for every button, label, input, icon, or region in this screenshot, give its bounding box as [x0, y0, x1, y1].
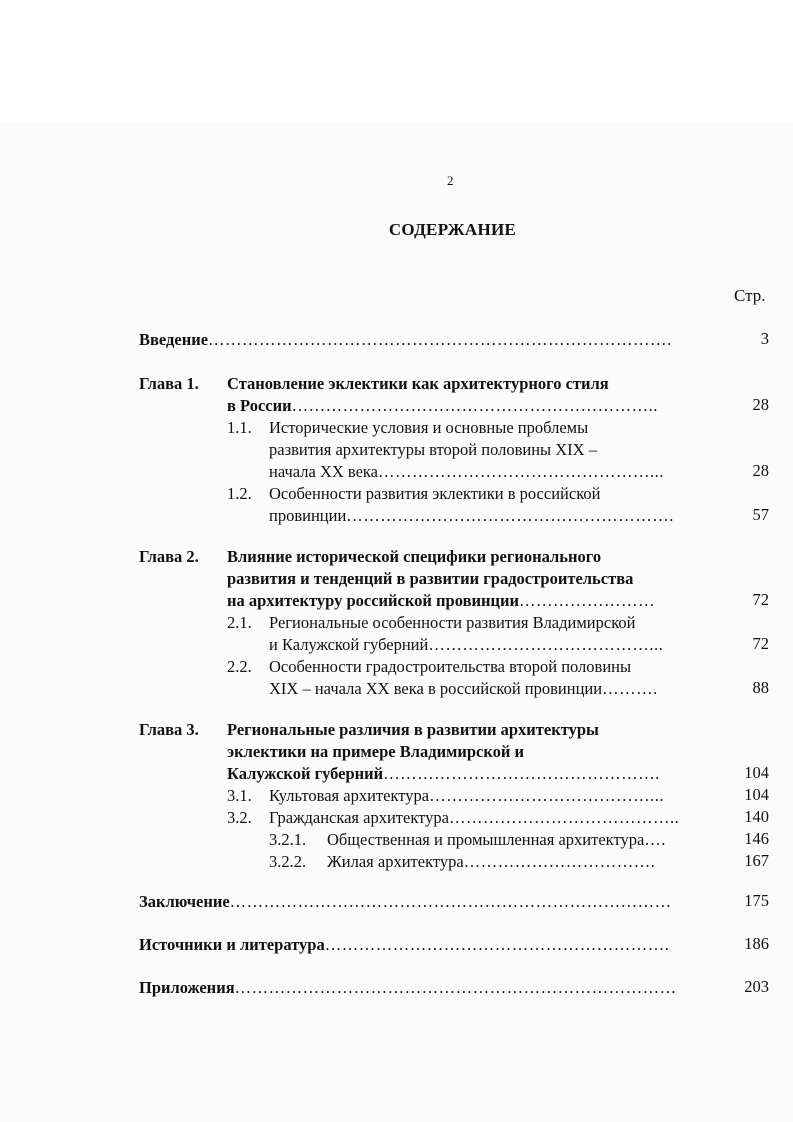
chapter-3-title-line-2[interactable]: эклектики на примере Владимирской и: [227, 742, 525, 761]
section-2-2-title-line-1[interactable]: Особенности градостроительства второй половины: [269, 657, 632, 676]
chapter-3-label: Глава 3.: [139, 720, 199, 739]
section-1-1-number: 1.1.: [227, 418, 252, 437]
toc-leader: ………………………………………………………..: [291, 396, 658, 415]
chapter-2-title-line-1[interactable]: Влияние исторической специфики регионального: [227, 547, 602, 566]
section-1-2-title-line-1[interactable]: Особенности развития эклектики в российской: [269, 484, 601, 503]
toc-leader: ……….: [602, 679, 658, 698]
section-3-2-title[interactable]: Гражданская архитектура…………………………………..: [269, 808, 680, 827]
toc-leader: ……………………………………………………………………: [234, 978, 677, 997]
toc-leader: …………………………………...: [428, 635, 664, 654]
scan-margin: [0, 0, 793, 122]
chapter-2-title-line-2[interactable]: развития и тенденций в развитии градостроительства: [227, 569, 634, 588]
chapter-3-title-line-3[interactable]: Калужской губерний………………………………………….: [227, 764, 660, 783]
page-number: 2: [447, 173, 454, 188]
chapter-1-title-line-1[interactable]: Становление эклектики как архитектурного стиля: [227, 374, 609, 393]
toc-leader: …………………………………...: [429, 786, 664, 805]
toc-intro-label: Введение: [139, 330, 209, 349]
toc-sources-page: 186: [744, 934, 769, 953]
toc-leader: …………………………………………………….: [324, 935, 670, 954]
toc-sources[interactable]: Источники и литература…………………………………………………….: [139, 935, 670, 954]
section-3-2-2-title[interactable]: Жилая архитектура…………………………….: [327, 852, 656, 871]
toc-intro-page: 3: [760, 329, 769, 348]
chapter-2-title-line-3[interactable]: на архитектуру российской провинции……………………: [227, 591, 656, 610]
section-3-2-1-title[interactable]: Общественная и промышленная архитектура….: [327, 830, 666, 849]
section-2-1-title-line-1[interactable]: Региональные особенности развития Владимирской: [269, 613, 636, 632]
toc-leader: …………………………….: [463, 852, 656, 871]
toc-appendix[interactable]: Приложения……………………………………………………………………: [139, 978, 677, 997]
toc-leader: ……………………………………………………………………: [229, 892, 672, 911]
section-2-2-number: 2.2.: [227, 657, 252, 676]
section-1-2-title-line-2[interactable]: провинции………………………………………………….: [269, 506, 674, 525]
toc-conclusion-page: 175: [744, 891, 769, 910]
toc-leader: ……………………………………………………………………….: [208, 330, 672, 349]
section-2-1-title-line-2[interactable]: и Калужской губерний…………………………………...: [269, 635, 664, 654]
section-2-1-number: 2.1.: [227, 613, 252, 632]
toc-leader: ……………………: [519, 591, 656, 610]
chapter-3-title-line-1[interactable]: Региональные различия в развитии архитектуры: [227, 720, 599, 739]
chapter-3-page: 104: [744, 763, 769, 782]
section-1-1-title-line-1[interactable]: Исторические условия и основные проблемы: [269, 418, 589, 437]
section-3-1-page: 104: [744, 785, 769, 804]
section-2-2-title-line-2[interactable]: XIX – начала XX века в российской провинции……….: [269, 679, 658, 698]
toc-leader: …………………………………………...: [378, 462, 664, 481]
toc-leader: ….: [644, 830, 666, 849]
section-3-1-number: 3.1.: [227, 786, 252, 805]
toc-appendix-page: 203: [744, 977, 769, 996]
section-1-1-title-line-2[interactable]: развития архитектуры второй половины XIX –: [269, 440, 597, 459]
page-column-label: Стр.: [734, 286, 766, 305]
section-3-2-number: 3.2.: [227, 808, 252, 827]
section-3-2-2-number: 3.2.2.: [269, 852, 307, 871]
section-3-2-2-page: 167: [744, 851, 769, 870]
chapter-1-label: Глава 1.: [139, 374, 199, 393]
chapter-2-page: 72: [752, 590, 769, 609]
chapter-1-page: 28: [752, 395, 769, 414]
toc-conclusion[interactable]: Заключение……………………………………………………………………: [139, 892, 672, 911]
toc-leader: …………………………………..: [448, 808, 680, 827]
section-2-1-page: 72: [752, 634, 769, 653]
chapter-1-title-line-2[interactable]: в России………………………………………………………..: [227, 396, 658, 415]
section-1-1-page: 28: [752, 461, 769, 480]
section-3-2-1-page: 146: [744, 829, 769, 848]
section-1-1-title-line-3[interactable]: начала XX века…………………………………………...: [269, 462, 664, 481]
toc-leader: ………………………………………………….: [346, 506, 674, 525]
toc-leader: ………………………………………….: [383, 764, 660, 783]
section-3-1-title[interactable]: Культовая архитектура…………………………………...: [269, 786, 664, 805]
section-3-2-page: 140: [744, 807, 769, 826]
section-3-2-1-number: 3.2.1.: [269, 830, 307, 849]
section-2-2-page: 88: [752, 678, 769, 697]
page-title: СОДЕРЖАНИЕ: [388, 220, 517, 239]
toc-intro[interactable]: [139, 329, 672, 351]
chapter-2-label: Глава 2.: [139, 547, 199, 566]
section-1-2-page: 57: [752, 505, 769, 524]
section-1-2-number: 1.2.: [227, 484, 252, 503]
